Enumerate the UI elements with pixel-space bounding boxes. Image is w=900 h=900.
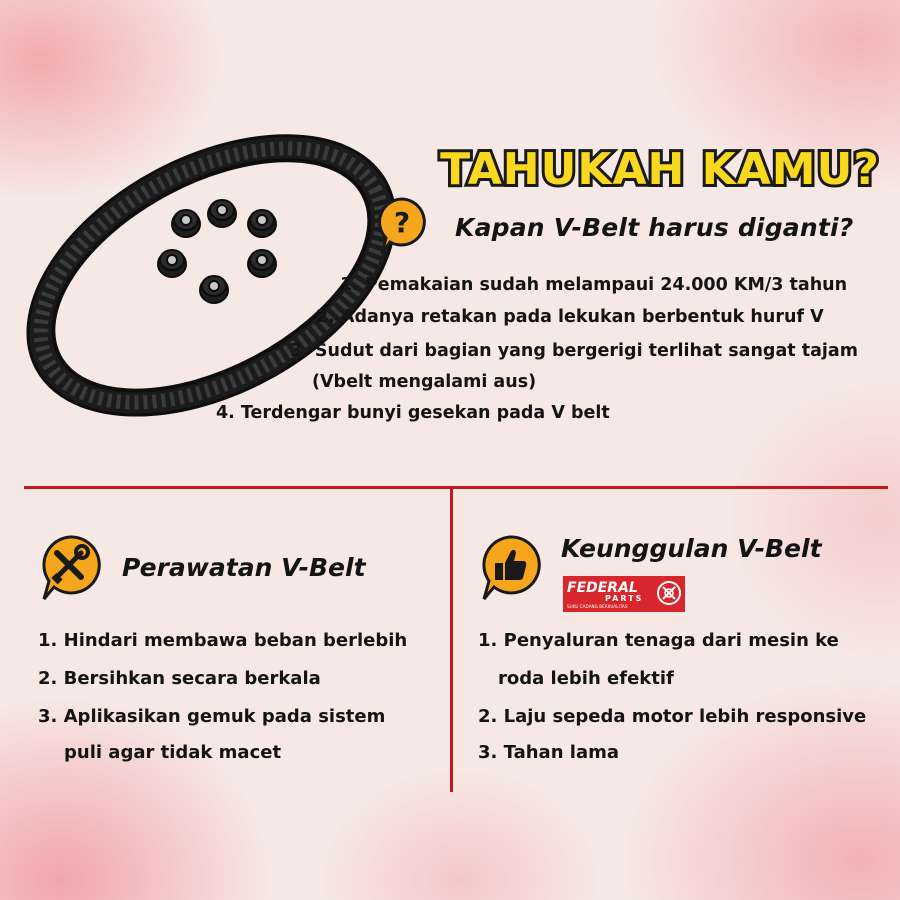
svg-text:?: ? (393, 206, 411, 239)
list-item: 2. Laju sepeda motor lebih responsive (478, 706, 867, 727)
maintenance-title: Perawatan V-Belt (122, 553, 366, 582)
brand-sub: PARTS (605, 594, 644, 603)
list-item: 3. Sudut dari bagian yang bergerigi terlihat sangat tajam (290, 341, 858, 361)
thumbs-up-icon (478, 534, 542, 602)
federal-logo (563, 576, 685, 612)
list-item: roda lebih efektif (498, 668, 674, 689)
headline-text: TAHUKAH KAMU? (440, 144, 880, 195)
list-item: puli agar tidak macet (64, 742, 282, 763)
list-item: 1. Hindari membawa beban berlebih (38, 630, 408, 651)
list-item: 2. Adanya retakan pada lekukan berbentuk huruf V (316, 307, 824, 327)
list-item: 1. Penyaluran tenaga dari mesin ke (478, 630, 839, 651)
horizontal-divider (24, 486, 888, 489)
list-item: (Vbelt mengalami aus) (312, 372, 537, 392)
advantages-title: Keunggulan V-Belt (561, 534, 822, 563)
list-item: 3. Aplikasikan gemuk pada sistem (38, 706, 386, 727)
list-item: 3. Tahan lama (478, 742, 619, 763)
question-title: Kapan V-Belt harus diganti? (455, 213, 854, 242)
question-icon (376, 196, 428, 258)
brand-tagline: SUKU CADANG BERKUALITAS (567, 604, 628, 609)
roller-weights (158, 200, 276, 303)
list-item: 1. Pemakaian sudah melampaui 24.000 KM/3 tahun (340, 275, 848, 295)
tools-icon (38, 534, 102, 602)
list-item: 4. Terdengar bunyi gesekan pada V belt (216, 403, 610, 423)
brand-name: FEDERAL (567, 580, 638, 596)
list-item: 2. Bersihkan secara berkala (38, 668, 321, 689)
vertical-divider (450, 488, 453, 792)
